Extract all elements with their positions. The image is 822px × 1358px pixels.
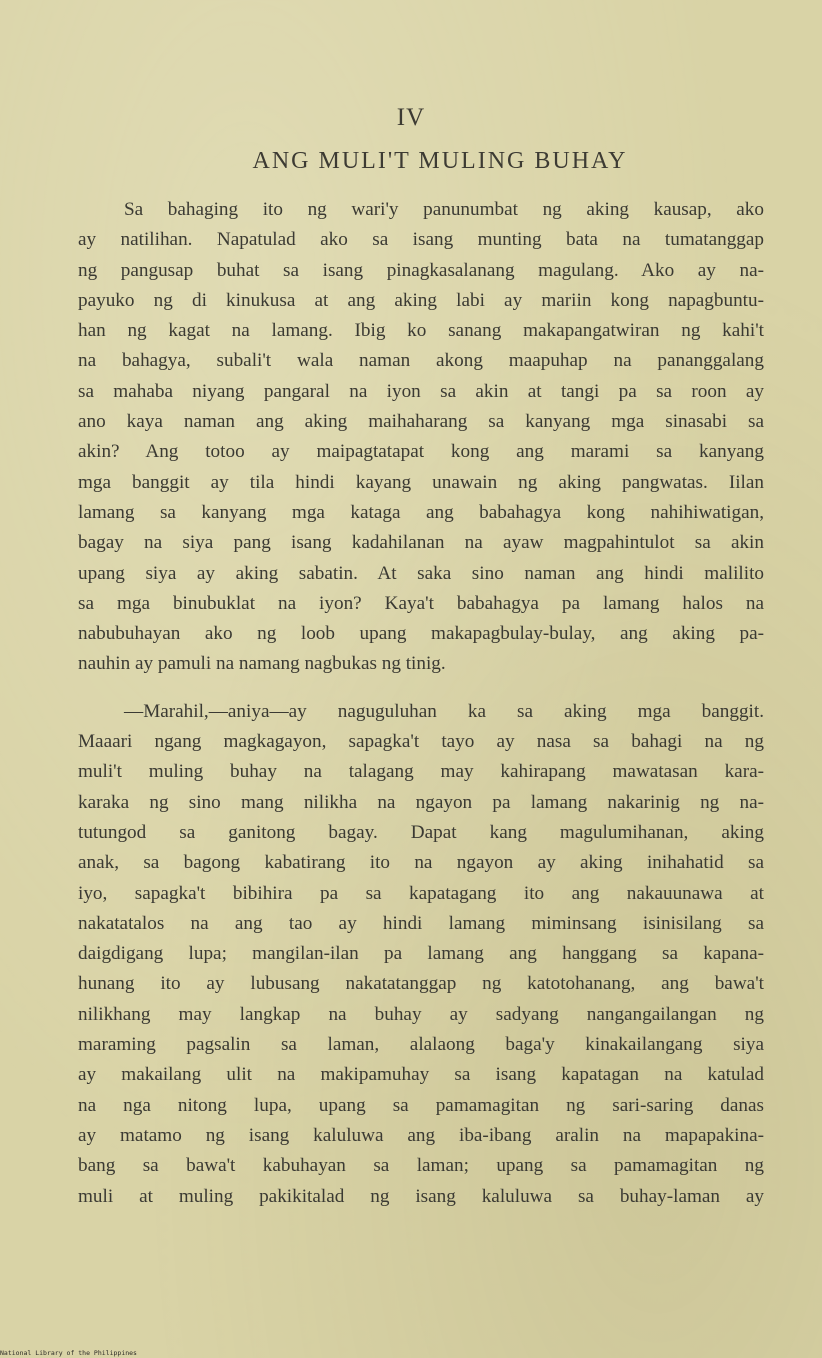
text-line: nabubuhayan ako ng loob upang makapagbulay-bulay, ang aking pa- [78,623,764,645]
text-line: sa mahaba niyang pangaral na iyon sa akin at tangi pa sa roon ay [78,380,764,402]
text-line: mga banggit ay tila hindi kayang unawain ng aking pangwatas. Iilan [78,471,764,493]
text-line: akin? Ang totoo ay maipagtatapat kong ang marami sa kanyang [78,441,764,463]
text-line: hunang ito ay lubusang nakatatanggap ng katotohanang, ang bawa't [78,973,764,995]
text-line: bang sa bawa't kabuhayan sa laman; upang sa pamamagitan ng [78,1155,764,1177]
text-line: daigdigang lupa; mangilan-ilan pa lamang ang hanggang sa kapana- [78,943,764,965]
text-line: muli't muling buhay na talagang may kahirapang mawatasan kara- [78,761,764,783]
text-line: payuko ng di kinukusa at ang aking labi ay mariin kong napagbuntu- [78,289,764,311]
text-line: karaka ng sino mang nilikha na ngayon pa lamang nakarinig ng na- [78,791,764,813]
text-line: Maaari ngang magkagayon, sapagka't tayo ay nasa sa bahagi na ng [78,731,764,753]
paragraph [78,697,764,1212]
text-line: nakatatalos na ang tao ay hindi lamang miminsang isinisilang sa [78,912,764,934]
text-line: Sa bahaging ito ng wari'y panunumbat ng aking kausap, ako [124,199,764,220]
body-text [78,195,764,1212]
paragraph [78,195,764,680]
chapter-title: ANG MULI'T MULING BUHAY [252,148,628,174]
text-line: bagay na siya pang isang kadahilanan na ayaw magpahintulot sa akin [78,532,764,554]
text-line: na bahagya, subali't wala naman akong maapuhap na pananggalang [78,350,764,372]
text-line: upang siya ay aking sabatin. At saka sino naman ang hindi malilito [78,562,764,584]
text-line: muli at muling pakikitalad ng isang kaluluwa sa buhay-laman ay [78,1185,764,1207]
text-line: ay natilihan. Napatulad ako sa isang munting bata na tumatanggap [78,229,764,251]
text-line: na nga nitong lupa, upang sa pamamagitan ng sari-saring danas [78,1094,764,1116]
text-line: iyo, sapagka't bibihira pa sa kapatagang ito ang nakauunawa at [78,882,764,904]
text-line: ay makailang ulit na makipamuhay sa isang kapatagan na katulad [78,1064,764,1086]
chapter-number: IV [396,104,426,131]
paragraph-gap [78,680,764,697]
text-line: ay matamo ng isang kaluluwa ang iba-ibang aralin na mapapakina- [78,1124,764,1146]
text-line: sa mga binubuklat na iyon? Kaya't babahagya pa lamang halos na [78,592,764,614]
text-line: —Marahil,—aniya—ay naguguluhan ka sa aking mga banggit. [124,700,764,722]
text-line: anak, sa bagong kabatirang ito na ngayon ay aking inihahatid sa [78,852,764,874]
text-line: han ng kagat na lamang. Ibig ko sanang makapangatwiran ng kahi't [78,320,764,342]
text-line: nauhin ay pamuli na namang nagbukas ng tinig. [78,653,446,675]
text-line: maraming pagsalin sa laman, alalaong baga'y kinakailangang siya [78,1034,764,1056]
text-line: nilikhang may langkap na buhay ay sadyang nangangailangan ng [78,1003,764,1025]
text-line: ng pangusap buhat sa isang pinagkasalanang magulang. Ako ay na- [78,259,764,281]
library-credit: National Library of the Philippines [0,1349,137,1357]
text-line: tutungod sa ganitong bagay. Dapat kang magulumihanan, aking [78,821,764,843]
text-line: lamang sa kanyang mga kataga ang babahagya kong nahihiwatigan, [78,501,764,523]
text-line: ano kaya naman ang aking maihaharang sa kanyang mga sinasabi sa [78,411,764,433]
